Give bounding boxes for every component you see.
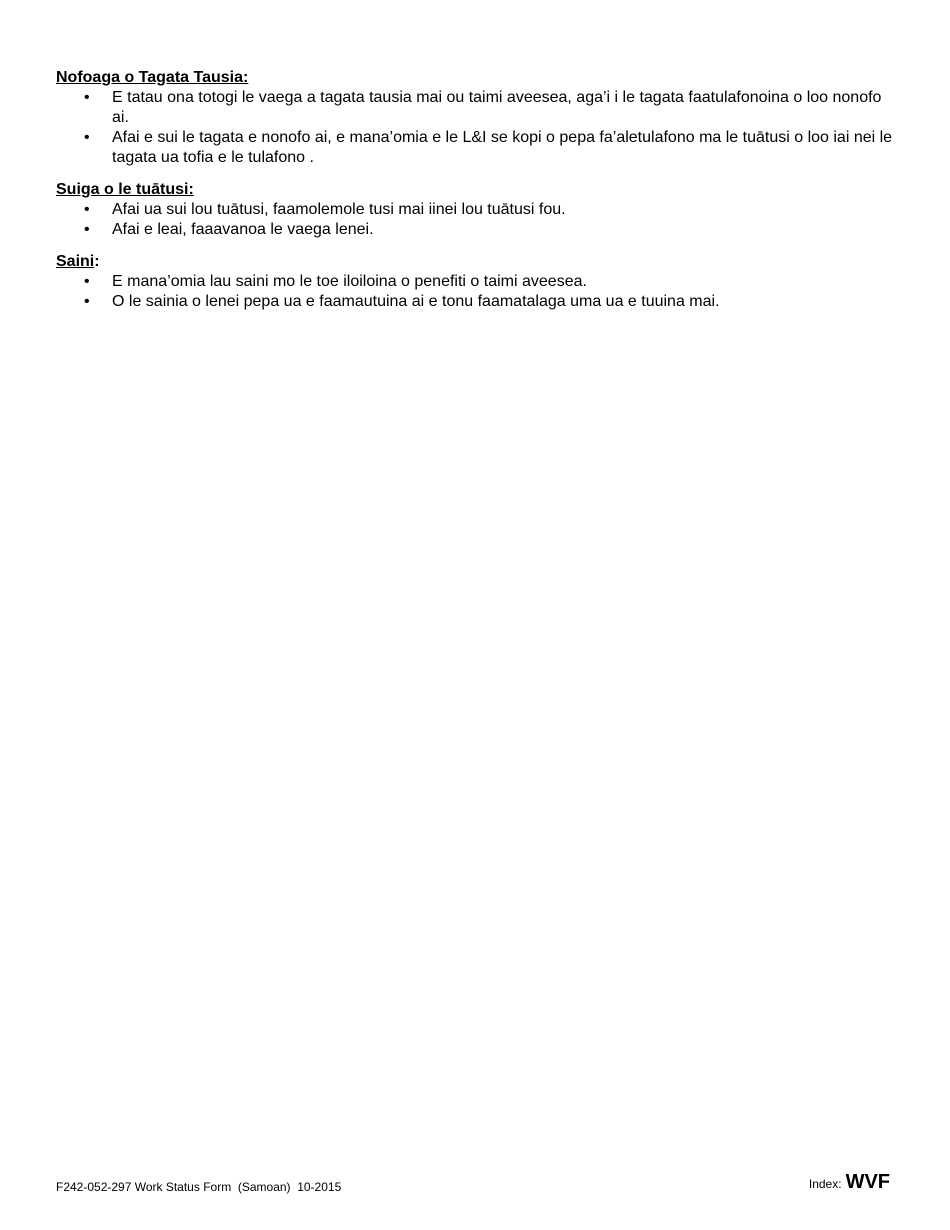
section-heading: Suiga o le tuātusi: <box>56 181 194 198</box>
bullet-icon: • <box>84 89 90 106</box>
list-item: • Afai e sui le tagata e nonofo ai, e mana’omia e le L&I se kopi o pepa fa’aletulafono ma le tuātusi o loo iai nei le tagata ua tofia e le tulafono . <box>84 129 893 166</box>
footer-form-id: F242-052-297 Work Status Form (Samoan) 10-2015 <box>56 1180 342 1194</box>
index-label: Index: <box>808 1177 842 1191</box>
list-item: • Afai ua sui lou tuātusi, faamolemole tusi mai iinei lou tuātusi fou. <box>84 201 566 218</box>
bullet-list <box>56 200 896 240</box>
section-address-change <box>56 180 896 240</box>
section-heading: Saini: <box>56 253 100 270</box>
section-heading: Nofoaga o Tagata Tausia: <box>56 69 249 86</box>
section-caregiver-residence <box>56 68 896 168</box>
footer-index <box>809 1170 890 1196</box>
bullet-icon: • <box>84 273 90 290</box>
index-code: WVF <box>845 1171 890 1193</box>
list-item: • Afai e leai, faaavanoa le vaega lenei. <box>84 221 374 238</box>
bullet-list <box>56 272 896 312</box>
section-signature <box>56 252 896 312</box>
bullet-list <box>56 88 896 168</box>
bullet-icon: • <box>84 293 90 310</box>
list-item: • E tatau ona totogi le vaega a tagata tausia mai ou taimi aveesea, aga’i i le tagata faatulafonoina o loo nonofo ai. <box>84 89 882 126</box>
document-body <box>56 68 896 324</box>
bullet-icon: • <box>84 221 90 238</box>
list-item: • O le sainia o lenei pepa ua e faamautuina ai e tonu faamatalaga uma ua e tuuina mai. <box>84 293 720 310</box>
bullet-icon: • <box>84 201 90 218</box>
bullet-icon: • <box>84 129 90 146</box>
list-item: • E mana’omia lau saini mo le toe iloiloina o penefiti o taimi aveesea. <box>84 273 587 290</box>
